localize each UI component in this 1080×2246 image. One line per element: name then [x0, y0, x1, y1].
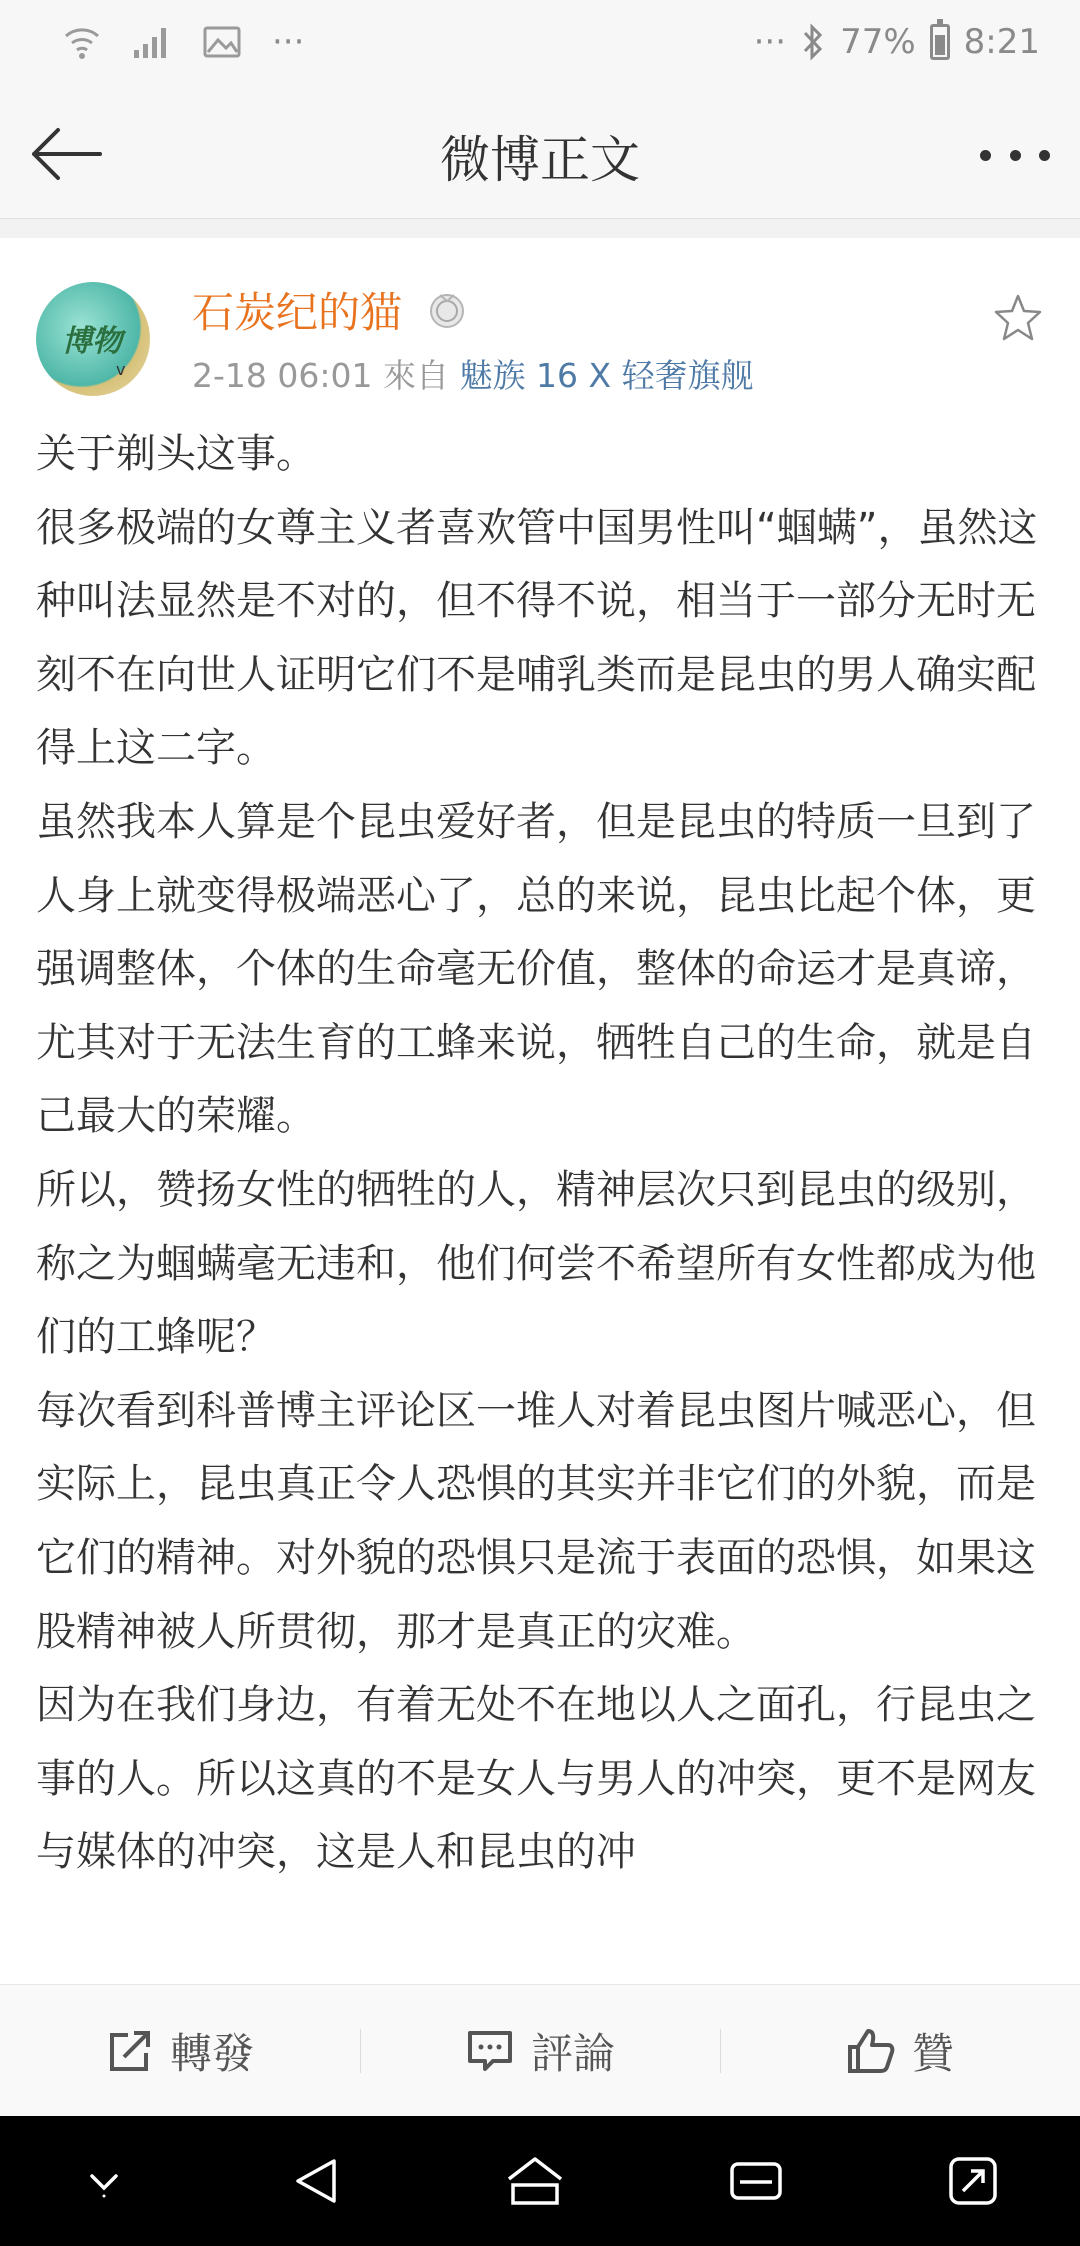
post-body: [36, 418, 1046, 1890]
post-paragraph: 每次看到科普博主评论区一堆人对着昆虫图片喊恶心，但实际上，昆虫真正令人恐惧的其实并非它们的外貌，而是它们的精神。对外貌的恐惧只是流于表面的恐惧，如果这股精神被人所贯彻，那才是真正的灾难。: [36, 1387, 1036, 1655]
like-label: 贊: [911, 2029, 954, 2078]
star-icon: [992, 292, 1044, 344]
thumbs-up-icon: [846, 2027, 896, 2075]
post-source-link[interactable]: 魅族 16 X 轻奢旗舰: [459, 356, 754, 395]
comment-icon: [465, 2027, 515, 2075]
image-notification-icon: [202, 25, 242, 59]
username[interactable]: 石炭纪的猫: [192, 288, 403, 337]
post-timestamp: 2-18 06:01: [192, 356, 373, 395]
verified-badge-icon: v: [116, 360, 126, 379]
back-nav-button[interactable]: [288, 2153, 344, 2209]
recent-apps-icon: [726, 2156, 786, 2206]
from-label: 來自: [383, 356, 449, 395]
more-notifications-indicator: ···: [272, 22, 305, 62]
page-title: 微博正文: [440, 131, 640, 189]
nav-bar: [0, 90, 1080, 219]
post-paragraph: 很多极端的女尊主义者喜欢管中国男性叫“蝈螨”，虽然这种叫法显然是不对的，但不得不说，相当于一部分无时无刻不在向世人证明它们不是哺乳类而是昆虫的男人确实配得上这二字。: [36, 504, 1038, 772]
avatar-logo-text: 博物: [62, 324, 122, 359]
post-paragraph: 关于剃头这事。: [36, 431, 316, 477]
clock: 8:21: [963, 22, 1040, 62]
post-card: [0, 238, 1080, 1984]
more-dot-icon: [980, 150, 991, 161]
status-bar: [0, 0, 1080, 90]
post-paragraph: 因为在我们身边，有着无处不在地以人之面孔，行昆虫之事的人。所以这真的不是女人与男人的冲突，更不是网友与媒体的冲突，这是人和昆虫的冲: [36, 1682, 1036, 1876]
wifi-icon: [62, 22, 102, 62]
hide-keyboard-button[interactable]: [79, 2156, 129, 2206]
comment-button[interactable]: [360, 1985, 720, 2117]
repost-icon: [106, 2027, 154, 2075]
more-dot-icon: [1039, 150, 1050, 161]
recent-apps-button[interactable]: [726, 2156, 786, 2206]
like-button[interactable]: [720, 1985, 1080, 2117]
chevron-down-icon: [79, 2156, 129, 2206]
post-meta: [192, 350, 754, 397]
repost-button[interactable]: [0, 1985, 360, 2117]
expand-icon: [945, 2153, 1001, 2209]
signal-icon: [132, 24, 172, 60]
expand-button[interactable]: [945, 2153, 1001, 2209]
more-status-indicator: ···: [753, 22, 787, 62]
avatar[interactable]: [36, 282, 156, 402]
action-bar: [0, 1984, 1080, 2117]
comment-label: 評論: [530, 2029, 615, 2078]
battery-icon: [930, 24, 950, 60]
bluetooth-icon: [800, 22, 826, 62]
triangle-back-icon: [288, 2153, 344, 2209]
home-nav-button[interactable]: [503, 2153, 567, 2209]
home-icon: [503, 2153, 567, 2209]
medal-icon: [428, 290, 466, 330]
post-paragraph: 虽然我本人算是个昆虫爱好者，但是昆虫的特质一旦到了人身上就变得极端恶心了，总的来说，昆虫比起个体，更强调整体，个体的生命毫无价值，整体的命运才是真谛，尤其对于无法生育的工蜂来说，牺牲自己的生命，就是自己最大的荣耀。: [36, 798, 1036, 1140]
repost-label: 轉發: [169, 2029, 254, 2078]
more-dot-icon: [1010, 150, 1021, 161]
more-options-button[interactable]: [980, 130, 1050, 180]
favorite-button[interactable]: [992, 292, 1044, 344]
battery-percent: 77%: [840, 22, 916, 62]
post-paragraph: 所以，赞扬女性的牺牲的人，精神层次只到昆虫的级别，称之为蝈螨毫无违和，他们何尝不希望所有女性都成为他们的工蜂呢？: [36, 1166, 1036, 1361]
system-navigation-bar: [0, 2116, 1080, 2246]
